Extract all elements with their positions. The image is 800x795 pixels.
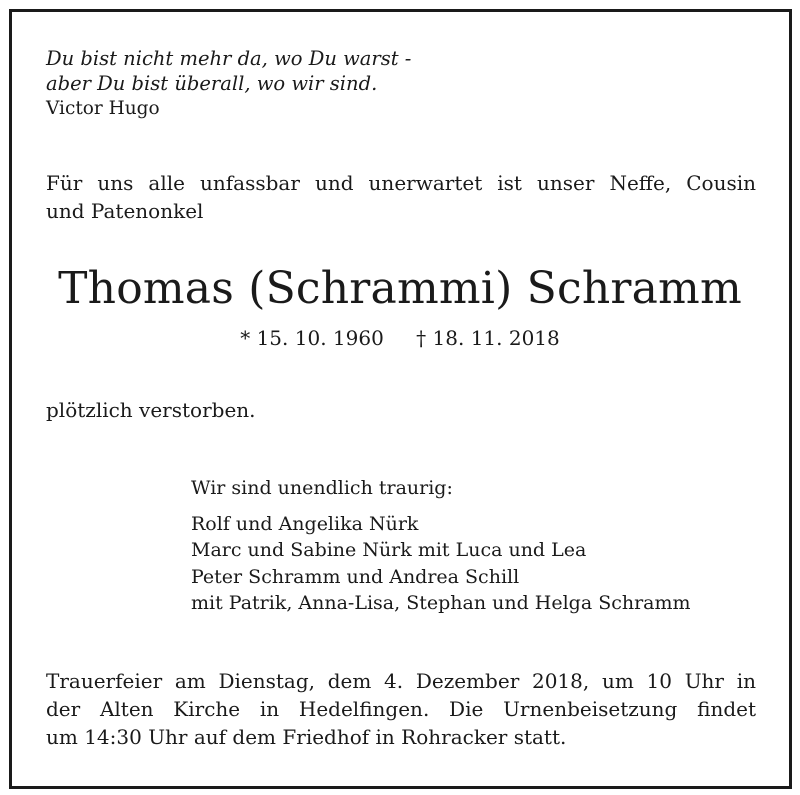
epigraph-quote [46, 46, 411, 121]
passed-away-text: plötzlich verstorben. [46, 398, 256, 422]
quote-author: Victor Hugo [46, 98, 160, 119]
death-date: † 18. 11. 2018 [416, 326, 560, 350]
ceremony-line: der Alten Kirche in Hedelfingen. Die Urnenbeisetzung findet [46, 697, 756, 721]
mourner-name: Rolf und Angelika Nürk [191, 512, 419, 535]
ceremony-line: Trauerfeier am Dienstag, dem 4. Dezember 2018, um 10 Uhr in [46, 669, 756, 693]
quote-line: Du bist nicht mehr da, wo Du warst - [46, 47, 412, 70]
mourners-block [191, 475, 691, 617]
mourner-name: mit Patrik, Anna-Lisa, Stephan und Helga Schramm [191, 592, 691, 614]
quote-line: aber Du bist überall, wo wir sind. [46, 72, 378, 95]
mourner-name: Marc und Sabine Nürk mit Luca und Lea [191, 539, 587, 561]
mourner-name: Peter Schramm und Andrea Schill [191, 565, 520, 588]
mourners-heading: Wir sind unendlich traurig: [191, 477, 453, 499]
intro-line: und Patenonkel [46, 199, 204, 223]
life-dates [0, 324, 800, 352]
intro-paragraph [46, 169, 756, 225]
birth-date: * 15. 10. 1960 [240, 326, 384, 350]
intro-line: Für uns alle unfassbar und unerwartet ist unser Neffe, Cousin [46, 171, 756, 195]
ceremony-line: um 14:30 Uhr auf dem Friedhof in Rohracker statt. [46, 725, 567, 749]
ceremony-details [46, 667, 756, 751]
deceased-name: Thomas (Schrammi) Schramm [58, 263, 742, 314]
